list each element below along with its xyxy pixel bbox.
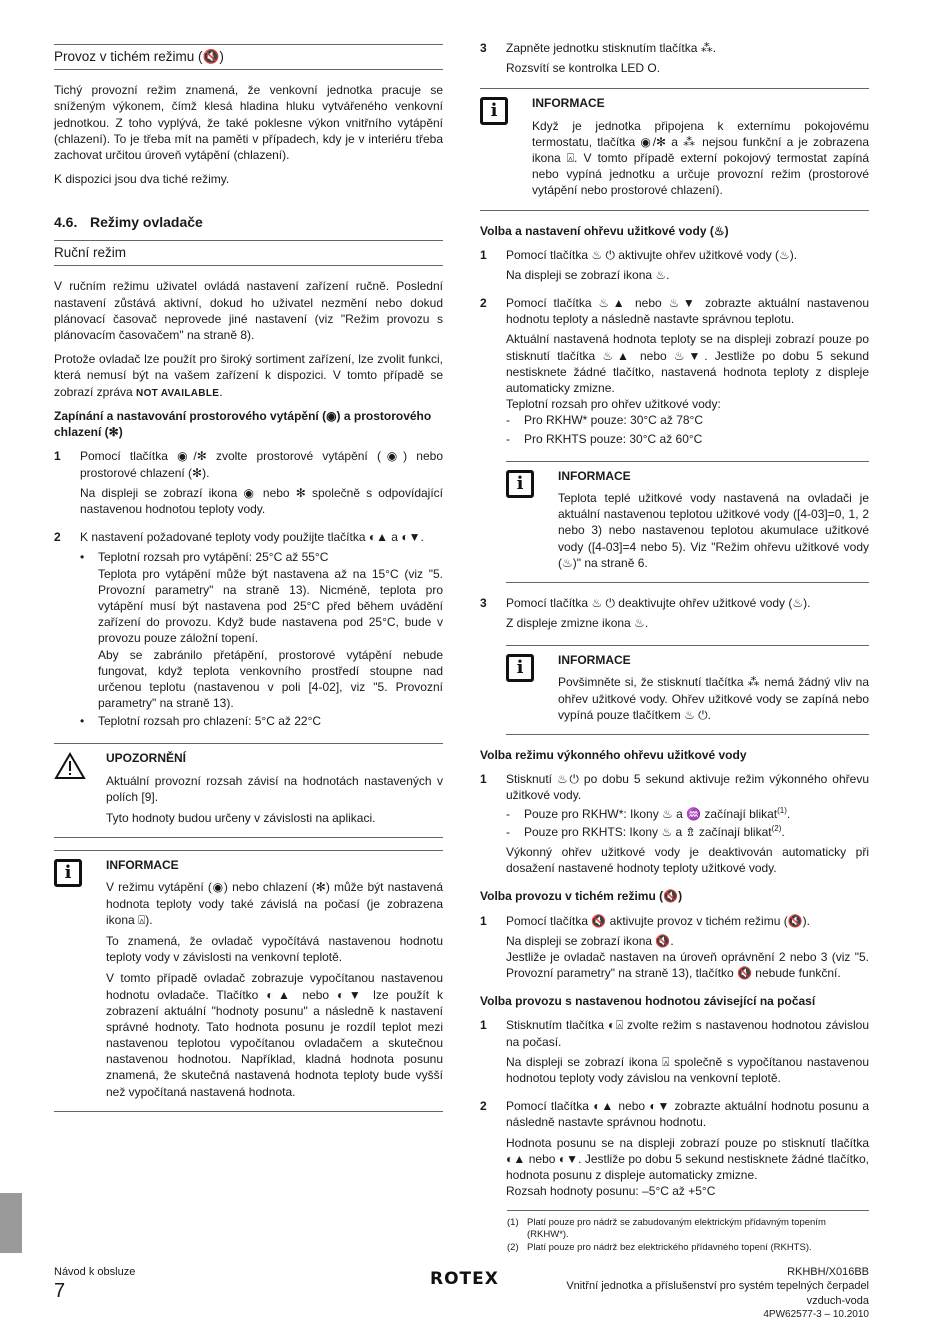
step-text: Aktuální nastavená hodnota teploty se na displeji zobrazí pouze po stisknutí tlačítka ♨▲ nebo ♨▼. Jestliže po dobu 5 sekund nestisknete žádné tlačítko, nastavená hodnota teploty z displeje automaticky zmizne.: [506, 332, 869, 395]
step-text: Na displeji se zobrazí ikona ⍓ společně s vypočítanou nastavenou hodnotou teploty vody závislou na venkovní teplotě.: [506, 1054, 869, 1085]
subheading-space-heating: Zapínání a nastavování prostorového vytápění (◉) a prostorového chlazení (✻): [54, 409, 432, 440]
product-description-2: vzduch-voda: [806, 1294, 869, 1307]
step-text: Jestliže je ovladač nastaven na úroveň oprávnění 2 nebo 3 (viz "5. Provozní parametry" na straně 13), tlačítko 🔇 nebude funkční.: [506, 949, 869, 981]
warning-box: [54, 743, 443, 838]
step-number: 1: [480, 913, 487, 928]
list-item: - Pouze pro RKHW*: Ikony ♨ a ♒ začínají blikat$^{(1)}$.: [506, 805, 791, 821]
left-column: [54, 44, 443, 1124]
warning-triangle-icon: [54, 752, 86, 780]
info-text: V tomto případě ovladač zobrazuje vypočítanou nastavenou hodnotu ovladače. Tlačítko ◐▲ nebo ◐▼ lze použít k zobrazení aktuální "hodnoty posunu" a následně k nastavení správné hodnoty. Tato hodnota posunu je rozdíl teplot mezi nastavenou teplotou vypočítanou ovladačem a skutečnou nastavenou hodnotou. Například, kladná hodnota posunu znamená, že skutečná nastavená hodnota teploty bude vyšší než vypočítaná nastavená hodnota.: [106, 971, 443, 1099]
step-text: Výkonný ohřev užitkové vody je deaktivován automaticky při dosažení nastavené hodnoty teploty užitkové vody.: [506, 844, 869, 876]
list-item: - Pouze pro RKHTS: Ikony ♨ a ⇯ začínají blikat$^{(2)}$.: [506, 823, 785, 839]
right-column: [480, 40, 869, 1211]
list-item-text: Pro RKHW* pouze: 30°C až 78°C: [524, 413, 704, 428]
list-item: • Teplotní rozsah pro vytápění: 25°C až 55°C Teplota pro vytápění může být nastavena až na 15°C (viz "5. Provozní parametry" na straně 13). Nicméně, teplota pro vytápění musí být nastavena pod 25°C před během uvádění zařízení do provozu. Když bude nastavena pod 25°C, bude v provozu pouze záložní topení. Aby se zabránilo přetápění, prostorové vytápění nebude fungovat, když teplota venkovního prostředí stoupne nad určenou teplotu (nastavenou v poli [4-02], viz "5. Provozní parametry" na straně 13).: [80, 550, 443, 711]
product-description: Vnitřní jednotka a příslušenství pro systém tepelných čerpadel: [566, 1280, 869, 1293]
step-number: 3: [480, 41, 487, 55]
info-text: Když je jednotka připojena k externímu pokojovému termostatu, tlačítka ◉/✻ a ⁂ nejsou funkční a je zobrazena ikona ⍓. V tomto případě externí pokojový termostat zapíná nebo vypíná jednotku a určuje provozní režim (prostorové vytápění nebo prostorové chlazení).: [532, 118, 869, 198]
info-title: INFORMACE: [106, 858, 179, 873]
manual-label: Návod k obsluze: [54, 1266, 136, 1278]
page-edge-tab: [0, 1193, 22, 1253]
footnote: [507, 1242, 869, 1254]
step-number: 2: [54, 530, 61, 545]
step: [480, 1017, 869, 1090]
paragraph: Tichý provozní režim znamená, že venkovní jednotka pracuje se sníženým výkonem, čímž klesá hladina hluku vytvářeného venkovní jednotkou. Z toho vyplývá, že také poklesne výkon vnitřního vytápění (chlazení). To je třeba mít na paměti v případech, kdy je v interiéru třeba zachovat určitou úroveň vytápění (chlazení).: [54, 83, 443, 162]
footnotes: [507, 1210, 869, 1254]
footnote-mark: (2): [507, 1241, 519, 1253]
list-item-text: Pro RKHTS pouze: 30°C až 60°C: [524, 431, 703, 446]
list-item-text: Teplotní rozsah pro vytápění: 25°C až 55°C Teplota pro vytápění může být nastavena až na 15°C (viz "5. Provozní parametry" na straně 13). Nicméně, teplota pro vytápění musí být nastavena pod 25°C před během uvádění zařízení do provozu. Když bude nastavena pod 25°C, bude v provozu pouze záložní topení. Aby se zabránilo přetápění, prostorové vytápění nebude fungovat, když teplota venkovního prostředí stoupne nad určenou teplotu (nastavenou v poli [4-02], viz "5. Provozní parametry" na straně 13).: [98, 550, 443, 711]
step-number: 1: [54, 449, 61, 464]
footnote-text: Platí pouze pro nádrž se zabudovaným elektrickým přídavným topením (RKHW*).: [527, 1217, 826, 1241]
list-item-text: Pouze pro RKHTS: Ikony ♨ a ⇯ začínají blikat: [524, 824, 772, 839]
paragraph-text-end: .: [219, 384, 223, 399]
info-box: [54, 850, 443, 1112]
step-text: Rozsah hodnoty posunu: –5°C až +5°C: [506, 1184, 716, 1199]
subheading-power-dhw: Volba režimu výkonného ohřevu užitkové vody: [480, 748, 747, 762]
footnote: [507, 1217, 869, 1242]
step-text: K nastavení požadované teploty vody použijte tlačítka ◐▲ a ◐▼.: [80, 530, 424, 545]
section-heading-manual-mode: Ruční režim: [54, 240, 443, 266]
subheading-dhw: Volba a nastavení ohřevu užitkové vody (♨): [480, 223, 729, 238]
step: [54, 448, 443, 521]
step-text: Zapněte jednotku stisknutím tlačítka ⁂.: [506, 41, 717, 55]
footnote-ref: (1): [777, 805, 787, 815]
info-text: Povšimněte si, že stisknutí tlačítka ⁂ nemá žádný vliv na ohřev užitkové vody. Ohřev užitkové vody se zapíná nebo vypíná pouze tlačítkem ♨ ⏻.: [558, 675, 869, 722]
paragraph: V ručním režimu uživatel ovládá nastavení zařízení ručně. Poslední nastavení zůstává aktivní, dokud ho uživatel nezmění nebo dokud plánovací časovač neprovede jiné nastavení (viz "Režim provozu s plánovacím časovačem" na straně 8).: [54, 279, 443, 343]
step: [480, 771, 869, 880]
info-text: To znamená, že ovladač vypočítává nastavenou hodnotu teploty vody v závislosti na venkovní teplotě.: [106, 933, 443, 965]
info-text: Teplota teplé užitkové vody nastavená na ovladači je aktuální nastavenou teplotou užitkové vody ([4-03]=0, 1, 2 nebo 3) nebo nastavenou teplotou akumulace užitkové vody ([4-03]=4 nebo 5). Viz "Režim ohřevu užitkové vody (♨)" na straně 6.: [558, 490, 869, 570]
list-item: - Pro RKHTS pouze: 30°C až 60°C: [506, 431, 869, 447]
document-code: 4PW62577-3 – 10.2010: [763, 1308, 869, 1320]
paragraph: [54, 351, 443, 400]
info-text: V režimu vytápění (◉) nebo chlazení (✻) může být nastavená hodnota teploty vody také závislá na počasí (je zobrazena ikona ⍓).: [106, 880, 443, 927]
step: [480, 40, 869, 80]
warning-title: UPOZORNĚNÍ: [106, 751, 187, 766]
step: [54, 529, 443, 733]
paragraph-text: Protože ovladač lze použít pro široký sortiment zařízení, lze zvolit funkci, která nemusí být na vašem zařízení k dispozici. V tomto případě se zobrazí zpráva: [54, 352, 443, 399]
step-text: Rozsvítí se kontrolka LED O.: [506, 61, 661, 76]
footer-left: [54, 1265, 135, 1302]
paragraph: K dispozici jsou dva tiché režimy.: [54, 172, 230, 187]
page-number: 7: [54, 1279, 66, 1302]
step-text: Pomocí tlačítka ◐▲ nebo ◐▼ zobrazte aktuální hodnotu posunu a následně nastavte správnou hodnotu.: [506, 1099, 869, 1130]
list-item: - Pro RKHW* pouze: 30°C až 78°C: [506, 412, 869, 428]
info-icon: i: [506, 654, 534, 682]
info-title: INFORMACE: [532, 96, 605, 111]
info-icon: i: [54, 859, 82, 887]
step-text: Na displeji se zobrazí ikona 🔇.: [506, 933, 674, 948]
info-box: [506, 645, 869, 735]
step-number: 3: [480, 595, 487, 610]
section-heading-quiet-mode: Provoz v tichém režimu (🔇): [54, 44, 443, 70]
info-icon: i: [480, 97, 508, 125]
step-text: Stisknutím tlačítka ◐⍓ zvolte režim s nastavenou hodnotou závislou na počasí.: [506, 1018, 869, 1049]
info-box: [480, 88, 869, 210]
step-number: 2: [480, 296, 487, 311]
step: [480, 247, 869, 287]
step-text: Pomocí tlačítka ♨ ⏻ aktivujte ohřev užitkové vody (♨).: [506, 247, 798, 262]
footnote-ref: (2): [771, 823, 782, 833]
model-code: RKHBH/X016BB: [787, 1266, 869, 1278]
step: [480, 595, 869, 635]
dash-list: [506, 412, 869, 446]
dash-list: [506, 806, 869, 840]
info-title: INFORMACE: [558, 653, 631, 668]
display-message: NOT AVAILABLE: [136, 387, 220, 399]
list-item-text: Pouze pro RKHW*: Ikony ♨ a ♒ začínají blikat: [524, 806, 778, 821]
step: [480, 913, 869, 986]
chapter-number: 4.6.: [54, 214, 78, 231]
list-item-text: Teplotní rozsah pro chlazení: 5°C až 22°C: [98, 714, 322, 729]
step-number: 1: [480, 1018, 487, 1033]
step-text: Hodnota posunu se na displeji zobrazí pouze po stisknutí tlačítka ◐▲ nebo ◐▼. Jestliže po dobu 5 sekund nestisknete žádné tlačítko, hodnota posunu z displeje automaticky zmizne.: [506, 1135, 869, 1182]
step: [480, 295, 869, 451]
subheading-quiet-mode: Volba provozu v tichém režimu (🔇): [480, 889, 683, 904]
step-text: Pomocí tlačítka ◉/✻ zvolte prostorové vytápění (◉) nebo prostorové chlazení (✻).: [80, 449, 443, 480]
step-text: Pomocí tlačítka ♨▲ nebo ♨▼ zobrazte aktuální nastavenou hodnotu teploty a následně nastavte správnou teplotu.: [506, 296, 869, 327]
subheading-weather-dependent: Volba provozu s nastavenou hodnotou závisející na počasí: [480, 994, 816, 1009]
warning-text: Tyto hodnoty budou určeny v závislosti na aplikaci.: [106, 811, 376, 826]
info-box: [506, 461, 869, 583]
info-icon: i: [506, 470, 534, 498]
step-text: Pomocí tlačítka ♨ ⏻ deaktivujte ohřev užitkové vody (♨).: [506, 595, 811, 610]
step-text: Teplotní rozsah pro ohřev užitkové vody:: [506, 397, 721, 412]
step-text: Z displeje zmizne ikona ♨.: [506, 616, 649, 631]
step-number: 1: [480, 772, 487, 787]
footnote-text: Platí pouze pro nádrž bez elektrického přídavného topení (RKHTS).: [527, 1241, 812, 1253]
chapter-title: Režimy ovladače: [90, 214, 203, 231]
step-text: Pomocí tlačítka 🔇 aktivujte provoz v tichém režimu (🔇).: [506, 913, 810, 928]
step-number: 2: [480, 1099, 487, 1114]
info-title: INFORMACE: [558, 468, 631, 483]
footer-right: [566, 1265, 869, 1321]
list-item: • Teplotní rozsah pro chlazení: 5°C až 22°C: [80, 713, 443, 729]
warning-text: Aktuální provozní rozsah závisí na hodnotách nastavených v polích [9].: [106, 773, 443, 804]
step-text: Na displeji se zobrazí ikona ♨.: [506, 267, 670, 282]
chapter-heading: [54, 213, 443, 232]
bullet-list: [80, 549, 443, 729]
step: [480, 1098, 869, 1203]
step-text: Stisknutí ♨⏻ po dobu 5 sekund aktivuje režim výkonného ohřevu užitkové vody.: [506, 772, 869, 803]
footnote-mark: (1): [507, 1217, 519, 1228]
rotex-logo: ROTEX: [430, 1269, 499, 1289]
step-text: Na displeji se zobrazí ikona ◉ nebo ✻ společně s odpovídající nastavenou hodnotou teploty vody.: [80, 485, 443, 517]
step-number: 1: [480, 247, 487, 262]
